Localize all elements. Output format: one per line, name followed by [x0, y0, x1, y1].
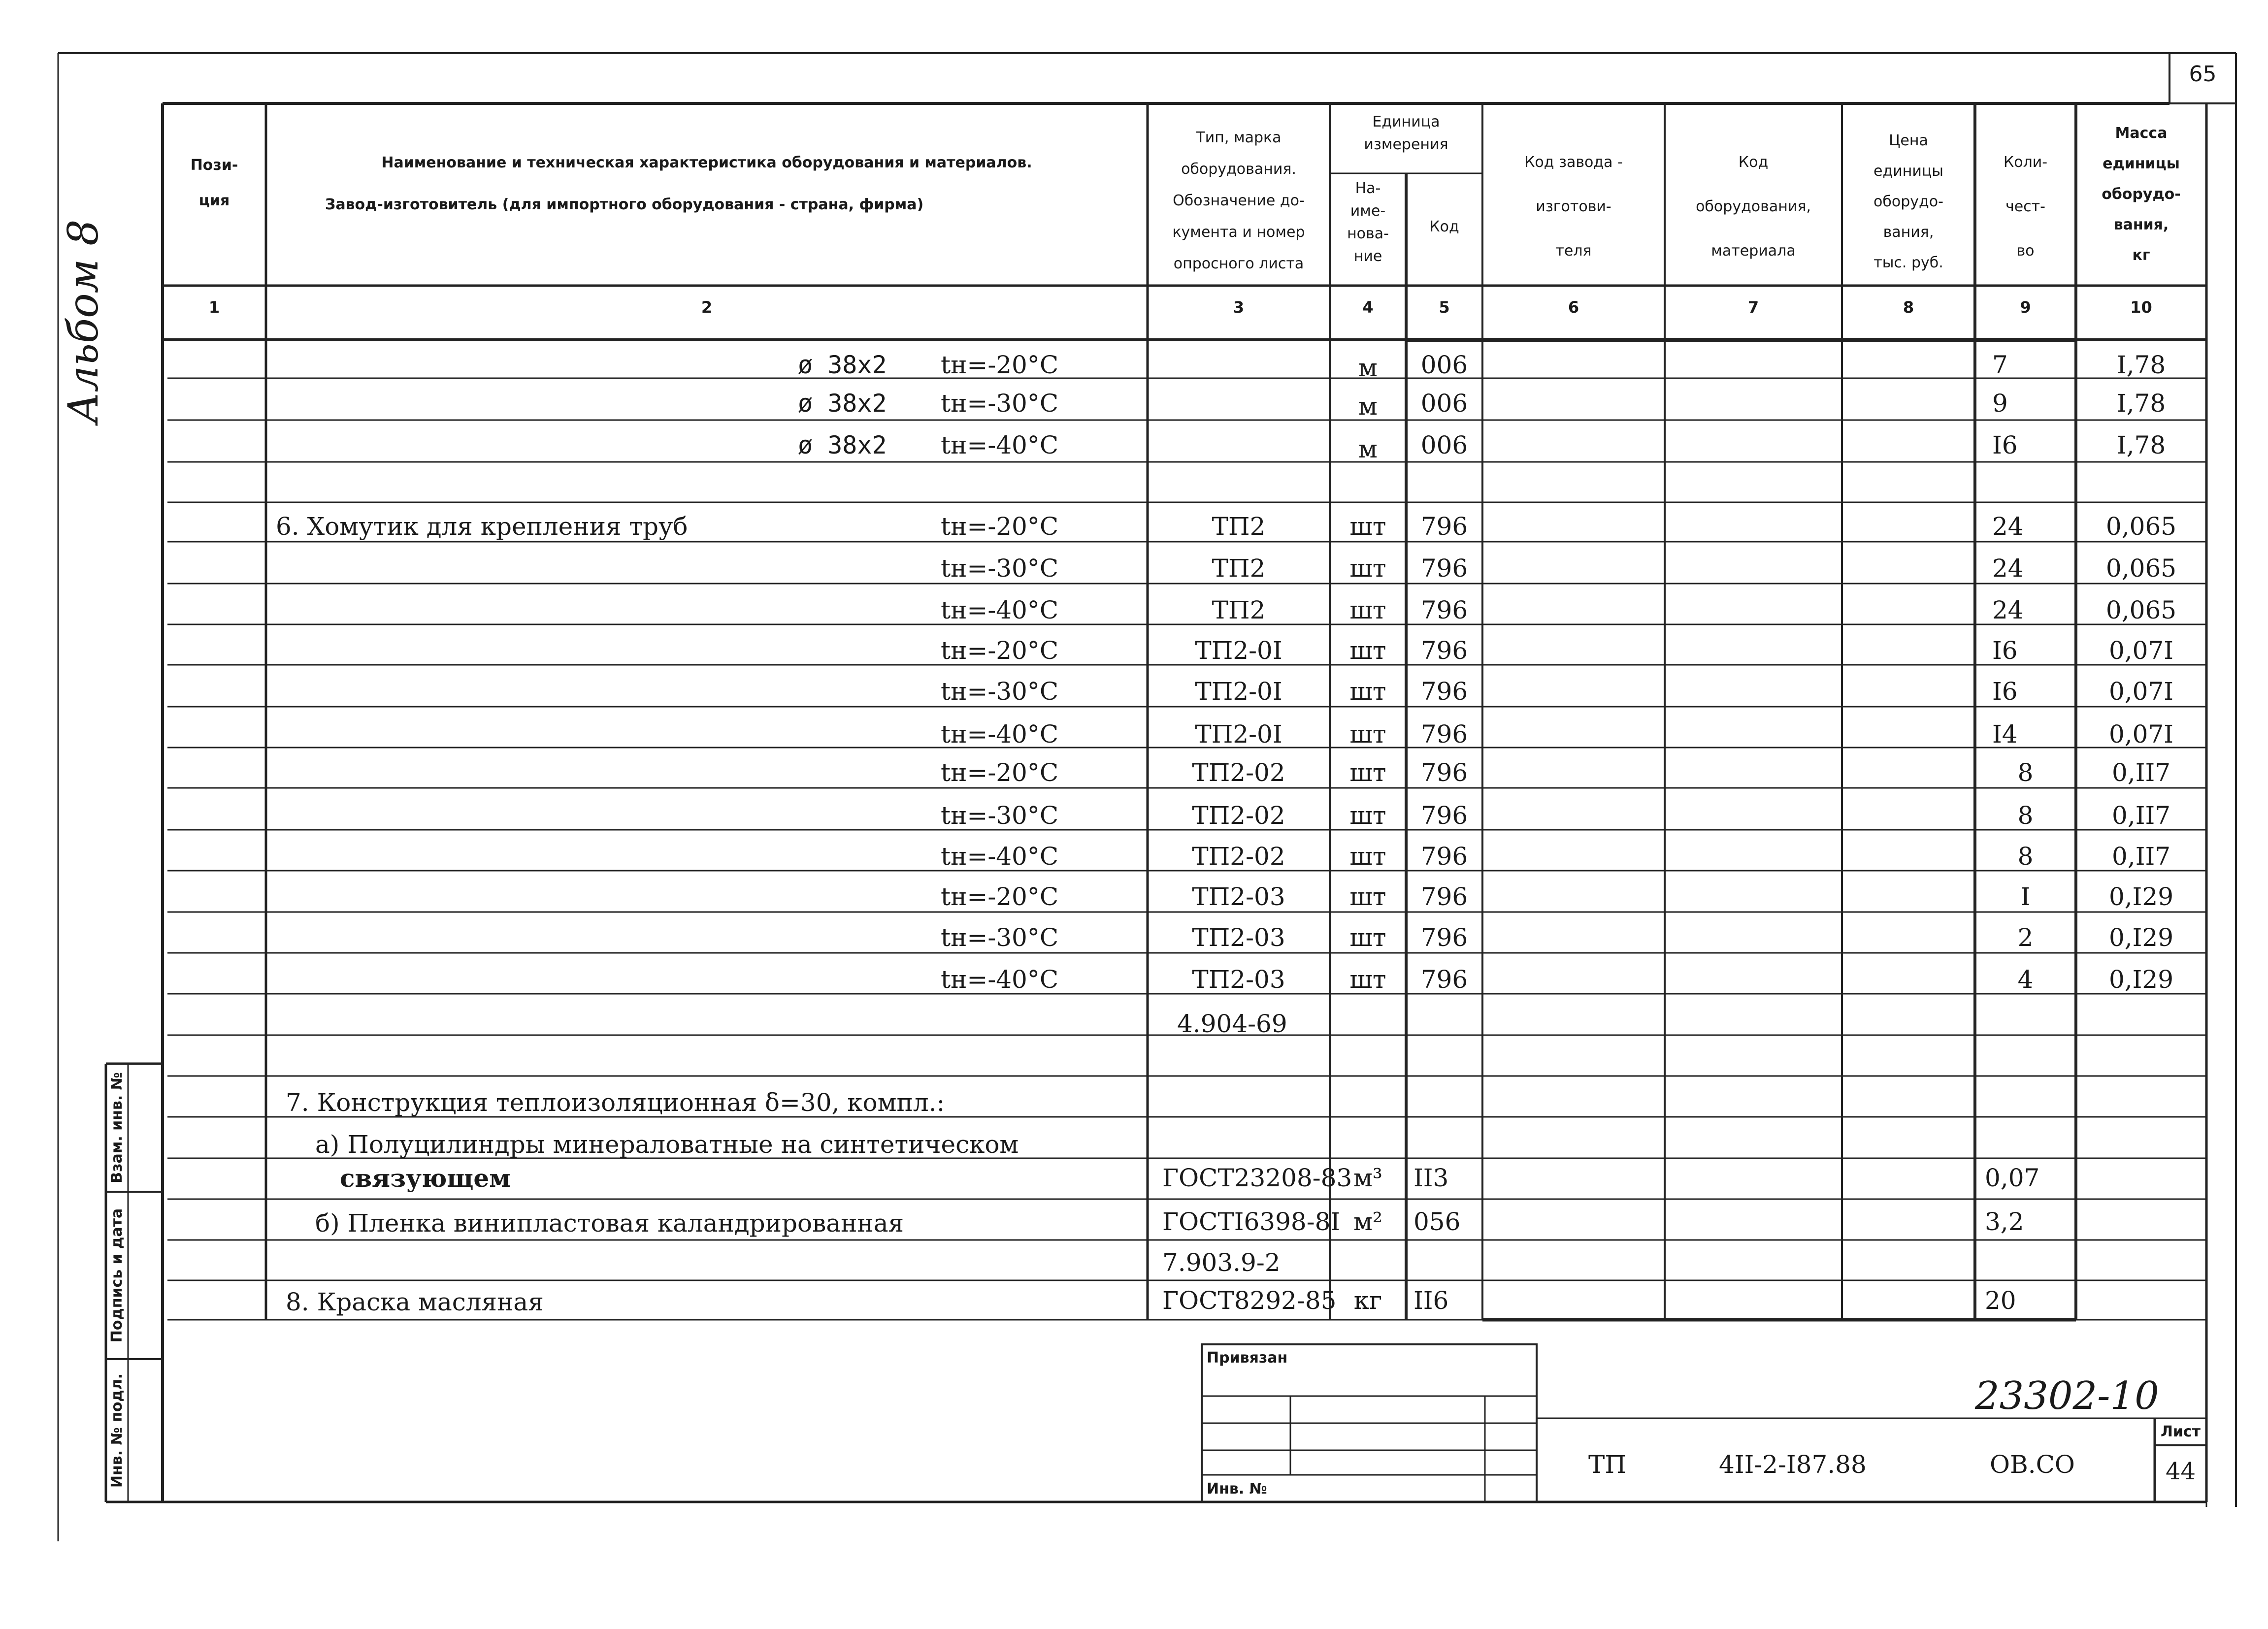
design-temperature: tн=-30°С — [941, 923, 1059, 952]
header-quantity: Коли- чест- во — [2003, 154, 2048, 260]
unit-name: м — [1358, 354, 1378, 382]
title-sheet-number: 44 — [2165, 1458, 2196, 1485]
quantity: 7 — [1992, 351, 2008, 379]
quantity: I — [2020, 882, 2031, 911]
side-label-replacement: Взам. инв. № — [108, 1072, 126, 1183]
header-unit-name: На- име- нова- ние — [1347, 180, 1389, 265]
col-num-2: 2 — [701, 298, 713, 317]
unit-code: 796 — [1420, 596, 1468, 624]
stamp-privyazan: Привязан — [1207, 1349, 1288, 1367]
unit-mass: 0,065 — [2105, 596, 2177, 624]
side-label-inventory: Инв. № подл. — [108, 1373, 126, 1488]
unit-code: 796 — [1420, 677, 1468, 706]
quantity: 4 — [2017, 965, 2034, 994]
unit-code: 796 — [1420, 842, 1468, 871]
quantity: 8 — [2017, 842, 2034, 871]
title-project-code: 4II-2-I87.88 — [1719, 1450, 1867, 1479]
pipe-size: ø 38х2 — [798, 351, 887, 379]
unit-code: 796 — [1420, 554, 1468, 583]
unit-mass: 0,07I — [2108, 677, 2174, 706]
unit-name: шт — [1349, 720, 1386, 749]
col-num-8: 8 — [1903, 298, 1914, 317]
col-num-3: 3 — [1233, 298, 1245, 317]
type-mark: ТП2-0I — [1195, 636, 1282, 665]
unit-name: шт — [1349, 758, 1386, 787]
unit-name: шт — [1349, 554, 1386, 583]
col-num-6: 6 — [1568, 298, 1579, 317]
quantity: 2 — [2017, 923, 2034, 952]
unit-name: шт — [1349, 923, 1386, 952]
design-temperature: tн=-40°С — [941, 842, 1059, 871]
item-8-type: ГОСТ8292-85 — [1162, 1286, 1337, 1315]
item-8-quantity: 20 — [1985, 1286, 2016, 1315]
quantity: 8 — [2017, 801, 2034, 830]
col-num-7: 7 — [1747, 298, 1759, 317]
col-num-10: 10 — [2130, 298, 2152, 317]
unit-name: шт — [1349, 965, 1386, 994]
type-mark: ТП2-02 — [1192, 842, 1285, 871]
item-7b-name: б) Пленка винипластовая каландрированная — [315, 1209, 904, 1238]
unit-code: 796 — [1420, 512, 1468, 541]
unit-mass: 0,II7 — [2111, 758, 2171, 787]
header-equipment-code: Код оборудования, материала — [1696, 154, 1811, 260]
unit-code: 006 — [1420, 389, 1468, 418]
unit-name: м — [1358, 435, 1378, 463]
item-8-code: II6 — [1413, 1286, 1449, 1315]
item-7a-name-line1: а) Полуцилиндры минераловатные на синтетическом — [315, 1130, 1019, 1159]
type-mark: ТП2-03 — [1192, 923, 1285, 952]
unit-name: шт — [1349, 636, 1386, 665]
unit-code: 796 — [1420, 882, 1468, 911]
design-temperature: tн=-20°С — [941, 512, 1059, 541]
quantity: I6 — [1992, 431, 2018, 459]
drawing-number: 23302-10 — [1975, 1374, 2159, 1418]
item-8-name: 8. Краска масляная — [286, 1288, 544, 1316]
unit-mass: I,78 — [2116, 431, 2166, 459]
type-mark: ТП2-0I — [1195, 677, 1282, 706]
unit-name: шт — [1349, 882, 1386, 911]
corner-page-number: 65 — [2189, 62, 2217, 87]
item-7b-type: ГОСТI6398-8I — [1162, 1207, 1341, 1236]
unit-name: шт — [1349, 677, 1386, 706]
unit-code: 796 — [1420, 758, 1468, 787]
unit-mass: I,78 — [2116, 351, 2166, 379]
unit-mass: 0,II7 — [2111, 801, 2171, 830]
unit-code: 006 — [1420, 351, 1468, 379]
stamp-inv-no: Инв. № — [1207, 1480, 1267, 1498]
item-7b-code: 056 — [1413, 1207, 1461, 1236]
quantity: 9 — [1992, 389, 2008, 418]
type-mark: ТП2 — [1212, 554, 1266, 583]
header-position: Пози- ция — [190, 157, 238, 209]
pipe-size: ø 38х2 — [798, 431, 887, 459]
design-temperature: tн=-20°С — [941, 636, 1059, 665]
unit-code: 796 — [1420, 965, 1468, 994]
quantity: 24 — [1992, 512, 2024, 541]
unit-mass: I,78 — [2116, 389, 2166, 418]
design-temperature: tн=-40°С — [941, 431, 1059, 459]
unit-mass: 0,07I — [2108, 636, 2174, 665]
quantity: 24 — [1992, 596, 2024, 624]
header-unit-code: Код — [1429, 218, 1459, 235]
item-7a-code: II3 — [1413, 1164, 1449, 1192]
type-mark: ТП2-0I — [1195, 720, 1282, 749]
design-temperature: tн=-40°С — [941, 720, 1059, 749]
title-section: ОВ.СО — [1990, 1450, 2075, 1479]
design-temperature: tн=-40°С — [941, 596, 1059, 624]
title-sheet-label: Лист — [2160, 1423, 2201, 1440]
quantity: I6 — [1992, 677, 2018, 706]
col-num-9: 9 — [2020, 298, 2031, 317]
header-name-line1: Наименование и техническая характеристика оборудования и материалов. — [381, 154, 1032, 171]
unit-code: 796 — [1420, 923, 1468, 952]
design-temperature: tн=-30°С — [941, 389, 1059, 418]
unit-code: 796 — [1420, 636, 1468, 665]
item-7-name: 7. Конструкция теплоизоляционная δ=30, компл.: — [286, 1088, 945, 1117]
design-temperature: tн=-30°С — [941, 677, 1059, 706]
type-mark: ТП2 — [1212, 596, 1266, 624]
item-7a-unit: м³ — [1353, 1164, 1382, 1192]
col-num-4: 4 — [1362, 298, 1374, 317]
doc-ref-insulation: 7.903.9-2 — [1162, 1248, 1281, 1277]
header-unit-mass: Масса единицы оборудо- вания, кг — [2102, 125, 2181, 264]
quantity: 24 — [1992, 554, 2024, 583]
design-temperature: tн=-20°С — [941, 882, 1059, 911]
unit-name: шт — [1349, 801, 1386, 830]
item-7a-name-line2: связующем — [340, 1164, 511, 1193]
type-mark: ТП2-02 — [1192, 758, 1285, 787]
unit-mass: 0,065 — [2105, 554, 2177, 583]
unit-code: 796 — [1420, 801, 1468, 830]
pipe-size: ø 38х2 — [798, 389, 887, 418]
type-mark: ТП2 — [1212, 512, 1266, 541]
header-name-line2: Завод-изготовитель (для импортного оборудования - страна, фирма) — [325, 196, 924, 213]
header-type: Тип, марка оборудования. Обозначение до- кумента и номер опросного листа — [1172, 129, 1305, 272]
unit-mass: 0,I29 — [2108, 923, 2174, 952]
unit-name: шт — [1349, 842, 1386, 871]
unit-mass: 0,I29 — [2108, 965, 2174, 994]
header-unit-price: Цена единицы оборудо- вания, тыс. руб. — [1874, 132, 1943, 271]
side-label-signature: Подпись и дата — [108, 1208, 126, 1343]
quantity: I4 — [1992, 720, 2018, 749]
unit-mass: 0,065 — [2105, 512, 2177, 541]
item-7a-quantity: 0,07 — [1985, 1164, 2040, 1192]
design-temperature: tн=-20°С — [941, 758, 1059, 787]
design-temperature: tн=-20°С — [941, 351, 1059, 379]
quantity: 8 — [2017, 758, 2034, 787]
unit-code: 006 — [1420, 431, 1468, 459]
design-temperature: tн=-30°С — [941, 801, 1059, 830]
col-num-1: 1 — [208, 298, 220, 317]
item-6-name: 6. Хомутик для крепления труб — [276, 512, 688, 541]
header-unit: Единица измерения — [1364, 113, 1448, 153]
unit-mass: 0,I29 — [2108, 882, 2174, 911]
unit-mass: 0,II7 — [2111, 842, 2171, 871]
design-temperature: tн=-40°С — [941, 965, 1059, 994]
type-mark: ТП2-02 — [1192, 801, 1285, 830]
unit-name: шт — [1349, 512, 1386, 541]
header-factory-code: Код завода - изготови- теля — [1524, 154, 1623, 260]
col-num-5: 5 — [1439, 298, 1450, 317]
item-7b-unit: м² — [1353, 1207, 1382, 1236]
unit-name: м — [1358, 392, 1378, 421]
type-mark: ТП2-03 — [1192, 882, 1285, 911]
unit-name: шт — [1349, 596, 1386, 624]
doc-ref-clamps: 4.904-69 — [1177, 1010, 1287, 1038]
item-7a-type: ГОСТ23208-83 — [1162, 1164, 1352, 1192]
item-7b-quantity: 3,2 — [1985, 1207, 2024, 1236]
unit-mass: 0,07I — [2108, 720, 2174, 749]
quantity: I6 — [1992, 636, 2018, 665]
design-temperature: tн=-30°С — [941, 554, 1059, 583]
type-mark: ТП2-03 — [1192, 965, 1285, 994]
title-tp: ТП — [1588, 1450, 1626, 1479]
item-8-unit: кг — [1353, 1286, 1382, 1315]
unit-code: 796 — [1420, 720, 1468, 749]
album-label: Альбом 8 — [59, 219, 107, 424]
